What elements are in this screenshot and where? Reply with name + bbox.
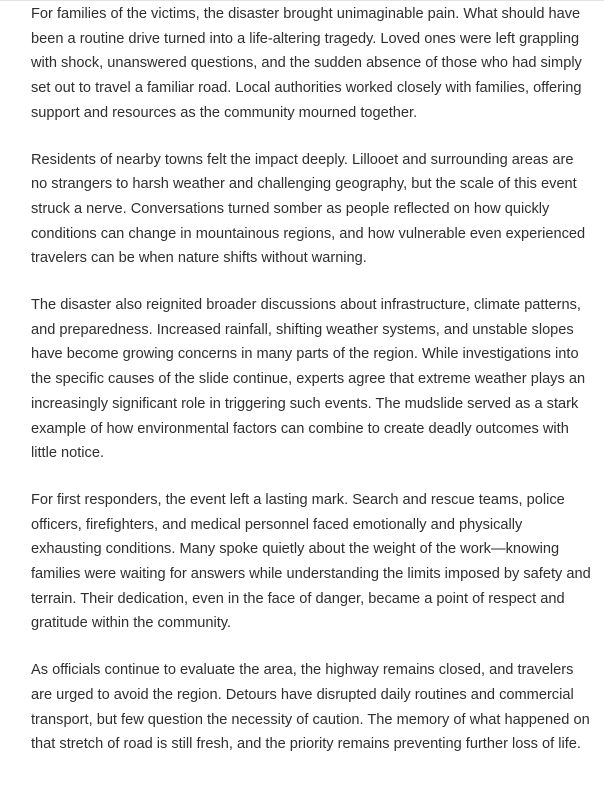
paragraph-first-responders: For first responders, the event left a lasting mark. Search and rescue teams, police officers, firefighters, and medical personnel faced emotionally and physically exhausting conditions. Many spoke quietly about the weight of the work—knowing families were waiting for answers while understanding the limits imposed by safety and terrain. Their dedication, even in the face of danger, became a point of respect and gratitude within the community.: [31, 491, 591, 632]
paragraph-infrastructure: The disaster also reignited broader discussions about infrastructure, climate patterns, and preparedness. Increased rainfall, shifting weather systems, and unstable slopes have become growing concerns in many parts of the region. While investigations into the specific causes of the slide continue, experts agree that extreme weather plays an increasingly significant role in triggering such events. The mudslide served as a stark example of how environmental factors can combine to create deadly outcomes with little notice.: [31, 297, 586, 462]
article-body: [31, 2, 591, 779]
paragraph-families: For families of the victims, the disaster brought unimaginable pain. What should have been a routine drive turned into a life-altering tragedy. Loved ones were left grappling with shock, unanswered questions, and the sudden absence of those who had simply set out to travel a familiar road. Local authorities worked closely with families, offering support and resources as the community mourned together.: [31, 6, 582, 121]
paragraph-residents: Residents of nearby towns felt the impact deeply. Lillooet and surrounding areas are no strangers to harsh weather and challenging geography, but the scale of this event struck a nerve. Conversations turned somber as people reflected on how quickly conditions can change in mountainous regions, and how vulnerable even experienced travelers can be when nature shifts without warning.: [31, 151, 586, 267]
paragraph-highway-closure: As officials continue to evaluate the area, the highway remains closed, and travelers are urged to avoid the region. Detours have disrupted daily routines and commercial transport, but few question the necessity of caution. The memory of what happened on that stretch of road is still fresh, and the priority remains preventing further loss of life.: [31, 662, 590, 753]
